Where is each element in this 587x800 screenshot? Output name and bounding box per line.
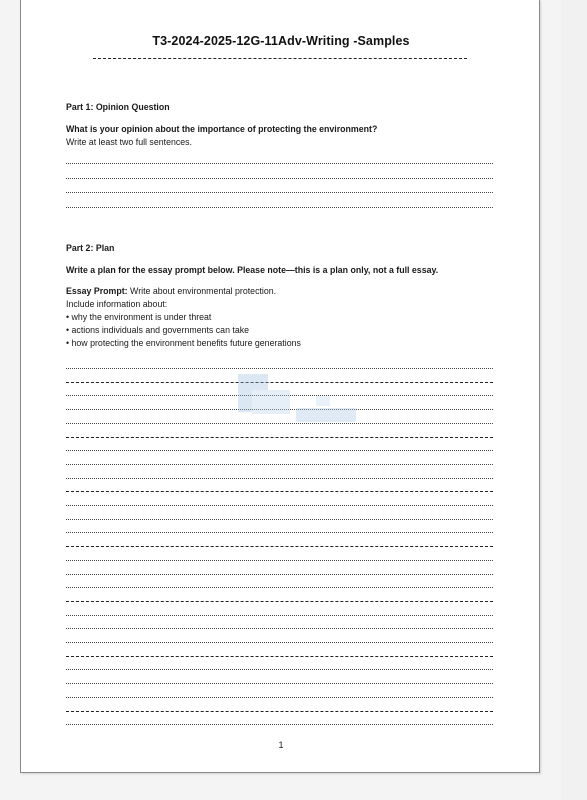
answer-line[interactable] [66,628,493,629]
bullet-item: • how protecting the environment benefits future generations [66,338,301,348]
answer-line[interactable] [66,724,493,725]
essay-prompt [66,286,276,296]
answer-line[interactable] [66,207,493,208]
answer-line[interactable] [66,683,493,684]
page-number: 1 [278,740,284,750]
title-underline [93,58,467,59]
part2-instruction: Write a plan for the essay prompt below. Please note—this is a plan only, not a full essay. [66,265,439,275]
bullet-item: • actions individuals and governments can take [66,325,250,335]
answer-line[interactable] [66,437,493,438]
answer-line[interactable] [66,642,493,643]
answer-line[interactable] [66,505,493,506]
essay-prompt-text: Write about environmental protection. [127,286,277,296]
part2-heading: Part 2: Plan [66,243,115,253]
answer-line[interactable] [66,464,493,465]
answer-line[interactable] [66,615,493,616]
answer-line[interactable] [66,192,493,193]
page-title: T3-2024-2025-12G-11Adv-Writing -Samples [152,34,410,48]
answer-line[interactable] [66,519,493,520]
answer-line[interactable] [66,532,493,533]
include-label: Include information about: [66,299,168,309]
answer-line[interactable] [66,478,493,479]
answer-line[interactable] [66,587,493,588]
viewer-gutter [561,0,587,800]
answer-line[interactable] [66,560,493,561]
part1-question: What is your opinion about the importance of protecting the environment? [66,124,378,134]
answer-line[interactable] [66,450,493,451]
answer-line[interactable] [66,574,493,575]
answer-line[interactable] [66,669,493,670]
answer-line[interactable] [66,491,493,492]
essay-prompt-label: Essay Prompt: [66,286,128,296]
answer-line[interactable] [66,711,493,712]
answer-line[interactable] [66,697,493,698]
watermark-logo [236,372,361,434]
answer-line[interactable] [66,368,493,369]
document-page [20,0,540,773]
answer-line[interactable] [66,656,493,657]
answer-line[interactable] [66,546,493,547]
answer-line[interactable] [66,163,493,164]
bullet-item: • why the environment is under threat [66,312,212,322]
answer-line[interactable] [66,601,493,602]
part1-instruction: Write at least two full sentences. [66,137,192,147]
answer-line[interactable] [66,178,493,179]
part1-heading: Part 1: Opinion Question [66,102,170,112]
